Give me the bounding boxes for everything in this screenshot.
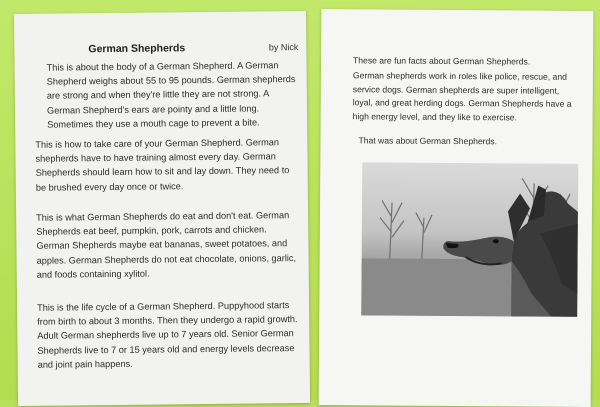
right-paper-sheet bbox=[319, 9, 594, 407]
document-title: German Shepherds bbox=[88, 42, 186, 56]
fun-facts-paragraph: German shepherds work in roles like police, rescue, and service dogs. German shepherds are super intelligent, loyal, and great herding dogs. German Shepherds have a high energy level, and they like to exercise. bbox=[352, 70, 572, 123]
left-paper-sheet bbox=[14, 11, 310, 406]
german-shepherd-photo bbox=[361, 162, 578, 317]
fun-facts-intro: These are fun facts about German Shepherds. bbox=[352, 55, 531, 67]
closing-line: That was about German Shepherds. bbox=[358, 135, 498, 147]
dog-photo-illustration bbox=[361, 162, 578, 317]
author-byline: by Nick bbox=[268, 42, 299, 53]
paragraph-diet: This is what German Shepherds do eat and don't eat. German Shepherds eat beef, pumpkin, pork, carrots and chicken. German Shepherds maybe eat bananas, sweet potatoes, and apples. German Shepherds do not eat chocolate, onions, garlic, and foods containing xylitol. bbox=[36, 210, 297, 280]
paragraph-care: This is how to take care of your German Shepherd. German shepherds have to have training almost every day. German Shepherds should learn how to sit and lay down. They need to be brushed every day once or twice. bbox=[35, 137, 290, 193]
title-row bbox=[88, 41, 298, 55]
paragraph-life-cycle: This is the life cycle of a German Shepherd. Puppyhood starts from birth to about 3 months. Then they undergo a rapid growth. Adult German shepherds live up to 7 years old. Senior German Shepherds live to 7 or 15 years old and energy levels decrease and joint pain happens. bbox=[37, 300, 298, 370]
paragraph-body: This is about the body of a German Shepherd. A German Shepherd weighs about 55 to 95 pounds. German shepherds are strong and when they're little they are not strong. A German Shepherd's ears are pointy and a little long. Sometimes they use a mouth cage to prevent a bite. bbox=[46, 60, 296, 130]
